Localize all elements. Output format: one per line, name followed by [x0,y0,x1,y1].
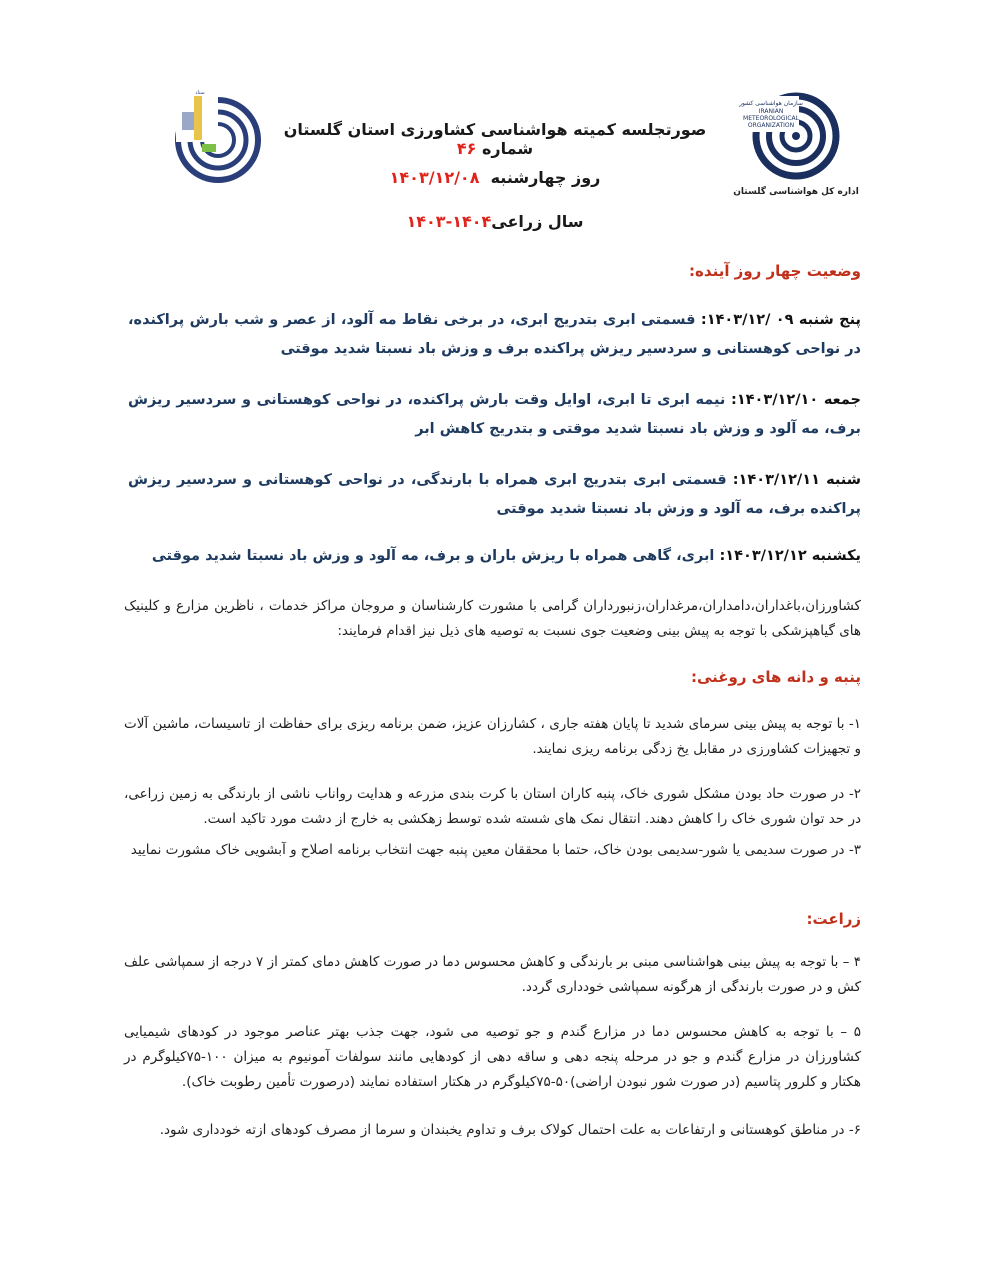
forecast-day-label: پنج شنبه ۰۹ /۱۴۰۳/۱۲: [700,312,861,328]
forecast-heading: وضعیت چهار روز آینده: [689,262,861,280]
document-title: صورتجلسه کمیته هواشناسی کشاورزی استان گلستان شماره ۴۶ [283,120,707,158]
svg-text:METEOROLOGICAL: METEOROLOGICAL [743,115,799,122]
spiral-logo-icon [731,92,861,200]
forecast-day-thursday [128,306,861,364]
svg-text:IRANIAN: IRANIAN [758,108,784,115]
cotton-item-2: ۲- در صورت حاد بودن مشکل شوری خاک، پنبه کاران استان با کرت بندی مزرعه و هدایت رواناب ناشی از بارندگی به زمین زراعی، در حد توان شوری خاک را کاهش دهند. انتقال نمک های شسته شده توسط زهکشی به خارج از دشت مورد تاکید است. [124,786,861,827]
forecast-day-label: یکشنبه ۱۴۰۳/۱۲/۱۲: [719,548,861,564]
spiral-emblem-icon [172,88,262,188]
cotton-item-3: ۳- در صورت سدیمی یا شور-سدیمی بودن خاک، حتما با محققان معین پنبه جهت انتخاب برنامه اصلاح و آبشویی خاک مشورت نمایید [130,842,861,858]
document-date: روز چهارشنبه ۱۴۰۳/۱۲/۰۸ [389,168,601,187]
forecast-day-text: قسمتی ابری بتدریج ابری، در برخی نقاط مه آلود، از عصر و شب بارش پراکنده، در نواحی کوهستانی و سردسیر ریزش پراکنده برف و وزش باد نسبتا شدید موقتی [128,312,861,357]
forecast-day-text: قسمتی ابری بتدریج ابری همراه با بارندگی، در نواحی کوهستانی و سردسیر ریزش پراکنده برف، مه آلود و وزش باد نسبتا شدید موقتی [128,472,861,517]
forecast-day-text: ابری، گاهی همراه با ریزش باران و برف، مه آلود و وزش باد نسبتا شدید موقتی [151,548,715,564]
meeting-number: ۴۶ [456,139,477,158]
farming-item-6: ۶- در مناطق کوهستانی و ارتفاعات به علت احتمال کولاک برف و تداوم یخبندان و سرما از مصرف کودهای ازته خودداری شود. [159,1122,861,1138]
svg-text:ORGANIZATION: ORGANIZATION [747,122,795,129]
forecast-day-saturday [128,466,861,524]
forecast-day-text: نیمه ابری تا ابری، اوایل وقت بارش پراکنده، در نواحی کوهستانی و سردسیر ریزش برف، مه آلود و وزش باد نسبتا شدید موقتی و بتدریج کاهش ابر [128,392,861,437]
forecast-day-label: جمعه ۱۴۰۳/۱۲/۱۰: [731,392,861,408]
svg-text:ستاد: ستاد [195,90,205,96]
farming-item-4: ۴ – با توجه به پیش بینی هواشناسی مبنی بر بارندگی و کاهش محسوس دما در صورت کاهش دمای کمتر از ۷ درجه از سمپاشی علف کش و در صورت بارندگی از هرگونه سمپاشی خودداری گردد. [124,954,862,995]
svg-text:اداره کل هواشناسی گلستان: اداره کل هواشناسی گلستان [733,187,859,197]
forecast-day-sunday [128,542,861,571]
forecast-day-label: شنبه ۱۴۰۳/۱۲/۱۱: [732,472,861,488]
cotton-item-1: ۱- با توجه به پیش بینی سرمای شدید تا پایان هفته جاری ، کشارزان عزیز، ضمن برنامه ریزی برای حفاظت از تاسیسات، ماشین آلات و تجهیزات کشاورزی در مقابل یخ زدگی برنامه ریزی نمایند. [124,716,861,757]
date-value: ۱۴۰۳/۱۲/۰۸ [389,168,480,187]
cotton-heading: پنبه و دانه های روغنی: [690,668,861,686]
farming-item-5: ۵ – با توجه به کاهش محسوس دما در مزارع گندم و جو توصیه می شود، جهت جذب بهتر عناصر موجود در کودهای شیمیایی کشاورزان در مزارع گندم و جو در مرحله پنجه دهی و ساقه دهی از کودهایی مانند سولفات آمونیوم به میزان ۱۰۰-۷۵کیلوگرم در هکتار و کلرور پتاسیم (در صورت شور نبودن اراضی)۵۰-۷۵کیلوگرم در هکتار استفاده نمایند (درصورت تأمین رطوبت خاک). [124,1024,861,1090]
intro-paragraph: کشاورزان،باغداران،دامداران،مرغداران،زنبورداران گرامی با مشورت کارشناسان و مروجان مراکز خدمات ، ناظرین مزارع و کلینیک های گیاهپزشکی با توجه به پیش بینی وضعیت جوی نسبت به توصیه های ذیل نیز اقدام فرمایند: [124,598,861,639]
meteorological-organization-logo [731,92,861,200]
farming-heading: زراعت: [806,910,861,928]
year-value: ۱۴۰۴-۱۴۰۳ [406,212,492,231]
svg-text:سازمان هواشناسی کشور: سازمان هواشناسی کشور [739,100,803,107]
farming-year: سال زراعی۱۴۰۴-۱۴۰۳ [406,212,584,231]
forecast-day-friday [128,386,861,444]
agriculture-organization-logo [172,88,262,188]
